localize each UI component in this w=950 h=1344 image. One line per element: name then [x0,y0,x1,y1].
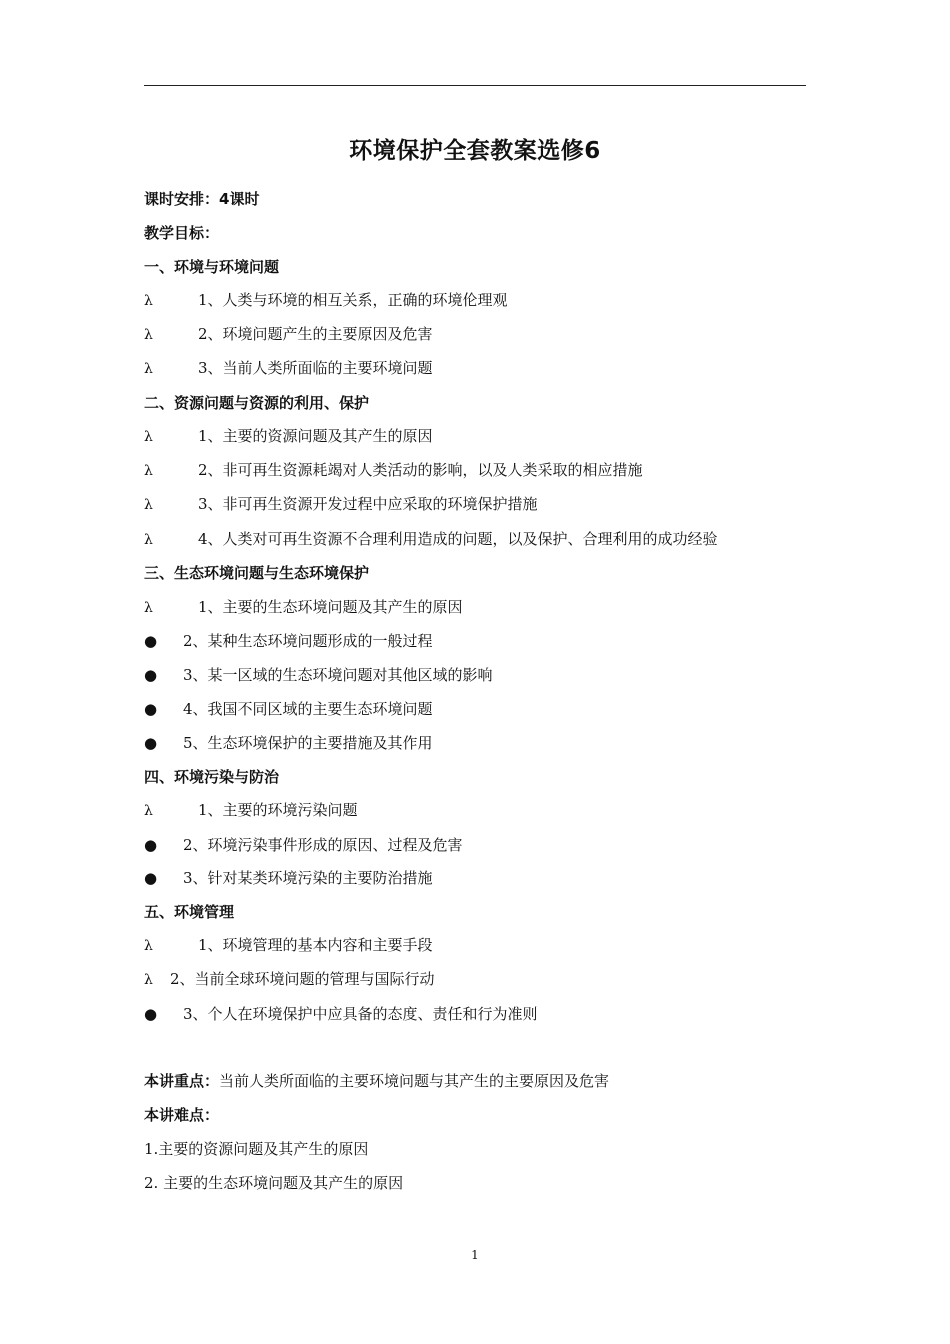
lambda-bullet-icon: λ [144,293,153,309]
lambda-bullet-icon: λ [144,463,153,479]
schedule-line: 课时安排：4课时 [144,190,260,208]
lambda-bullet-icon: λ [144,429,153,445]
list-item [144,289,508,312]
lambda-bullet-icon: λ [144,327,153,343]
list-item [144,596,463,619]
list-item-text: 2、环境污染事件形成的原因、过程及危害 [183,836,463,854]
section-heading: 三、生态环境问题与生态环境保护 [144,564,370,582]
section-heading: 二、资源问题与资源的利用、保护 [144,394,370,412]
list-item [144,1003,538,1025]
list-item-text: 1、环境管理的基本内容和主要手段 [198,936,433,954]
list-item [144,934,433,957]
list-item [144,732,433,754]
dot-bullet-icon: ● [144,632,158,650]
section-heading: 四、环境污染与防治 [144,768,280,786]
key-point-text: 当前人类所面临的主要环境问题与其产生的主要原因及危害 [219,1072,610,1090]
dot-bullet-icon: ● [144,734,158,752]
list-item [144,357,433,380]
list-item [144,323,433,346]
list-item-text: 2、非可再生资源耗竭对人类活动的影响，以及人类采取的相应措施 [198,461,643,479]
dot-bullet-icon: ● [144,666,158,684]
list-item-text: 1、主要的环境污染问题 [198,801,358,819]
list-item [144,834,463,856]
dot-bullet-icon: ● [144,1005,158,1023]
lambda-bullet-icon: λ [144,803,153,819]
list-item [144,664,493,686]
dot-bullet-icon: ● [144,869,158,887]
goals-heading: 教学目标： [144,224,220,242]
difficulty-item: 1.主要的资源问题及其产生的原因 [144,1140,369,1158]
list-item-text: 5、生态环境保护的主要措施及其作用 [183,734,433,752]
list-item-text: 1、主要的资源问题及其产生的原因 [198,427,433,445]
lambda-bullet-icon: λ [144,972,153,988]
list-item [144,630,433,652]
list-item [144,698,433,720]
header-rule [144,85,806,86]
list-item [144,425,433,448]
list-item [144,799,358,822]
list-item-text: 2、当前全球环境问题的管理与国际行动 [170,970,435,988]
list-item-text: 2、某种生态环境问题形成的一般过程 [183,632,433,650]
list-item [144,528,718,551]
dot-bullet-icon: ● [144,836,158,854]
list-item-text: 3、个人在环境保护中应具备的态度、责任和行为准则 [183,1005,538,1023]
list-item [144,459,643,482]
list-item-text: 3、某一区域的生态环境问题对其他区域的影响 [183,666,493,684]
list-item-text: 2、环境问题产生的主要原因及危害 [198,325,433,343]
page-number: 1 [471,1248,479,1262]
list-item [144,493,538,516]
list-item-text: 3、针对某类环境污染的主要防治措施 [183,869,433,887]
lambda-bullet-icon: λ [144,497,153,513]
dot-bullet-icon: ● [144,700,158,718]
lambda-bullet-icon: λ [144,532,153,548]
section-heading: 一、环境与环境问题 [144,258,280,276]
lambda-bullet-icon: λ [144,600,153,616]
difficulty-item: 2. 主要的生态环境问题及其产生的原因 [144,1174,404,1192]
list-item-text: 1、主要的生态环境问题及其产生的原因 [198,598,463,616]
list-item [144,968,435,991]
list-item-text: 3、非可再生资源开发过程中应采取的环境保护措施 [198,495,538,513]
list-item-text: 4、人类对可再生资源不合理利用造成的问题，以及保护、合理利用的成功经验 [198,530,718,548]
list-item-text: 3、当前人类所面临的主要环境问题 [198,359,433,377]
key-point-label: 本讲重点： [144,1072,220,1090]
difficulty-label: 本讲难点： [144,1106,220,1124]
list-item-text: 1、人类与环境的相互关系，正确的环境伦理观 [198,291,508,309]
section-heading: 五、环境管理 [144,903,235,921]
key-point-line [144,1070,609,1092]
document-title: 环境保护全套教案选修6 [349,138,601,164]
list-item [144,867,433,889]
lambda-bullet-icon: λ [144,361,153,377]
lambda-bullet-icon: λ [144,938,153,954]
list-item-text: 4、我国不同区域的主要生态环境问题 [183,700,433,718]
